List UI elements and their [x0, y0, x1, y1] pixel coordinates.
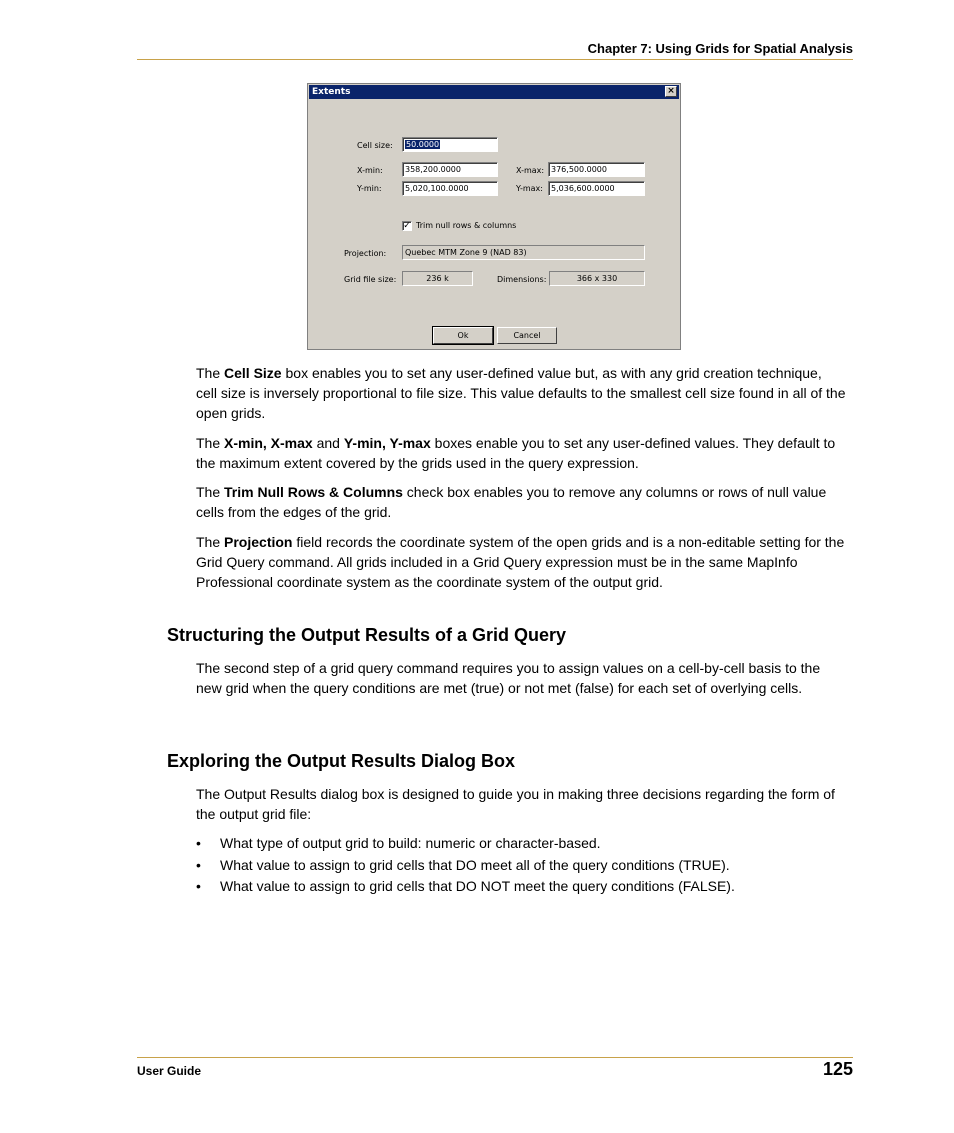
xmax-label: X-max:: [516, 166, 545, 175]
text-run: The: [196, 365, 225, 381]
cell-size-label: Cell size:: [357, 141, 393, 150]
paragraph-exploring: The Output Results dialog box is designed to guide you in making three decisions regarding the form of the output grid file:: [196, 786, 835, 822]
page-number: 125: [822, 1059, 853, 1079]
cell-size-value: 50.0000: [406, 140, 440, 149]
paragraph-structuring: The second step of a grid query command requires you to assign values on a cell-by-cell basis to the new grid when the query conditions are met (true) or not met (false) for each set of overlying cells.: [196, 660, 821, 696]
paragraph-projection: [196, 532, 846, 592]
paragraph-cell-size: [196, 363, 846, 423]
projection-label: Projection:: [344, 249, 387, 258]
list-item-text: What value to assign to grid cells that DO NOT meet the query conditions (FALSE).: [220, 878, 735, 894]
text-run: box enables you to set any user-defined value but, as with any grid creation technique, cell size is inversely proportional to file size. This value defaults to the smallest cell size found in all of the open grids.: [196, 365, 846, 421]
text-run: The: [196, 435, 225, 451]
cancel-button[interactable]: Cancel: [497, 327, 557, 344]
trim-null-label: Trim null rows & columns: [416, 221, 517, 230]
projection-field: Quebec MTM Zone 9 (NAD 83): [402, 245, 645, 260]
close-icon[interactable]: ×: [665, 86, 677, 97]
cell-size-input[interactable]: [402, 137, 498, 152]
bullet-icon: •: [196, 878, 201, 894]
term-y-extents: Y-min, Y-max: [343, 435, 431, 451]
dialog-title: Extents: [312, 87, 351, 97]
grid-file-size-field: 236 k: [402, 271, 473, 286]
dimensions-label: Dimensions:: [497, 275, 547, 284]
footer-label: User Guide: [137, 1064, 202, 1078]
ymax-label: Y-max:: [516, 184, 543, 193]
extents-dialog: [307, 83, 681, 350]
list-item-text: What type of output grid to build: numeric or character-based.: [220, 835, 601, 851]
trim-null-checkbox[interactable]: ✓: [403, 221, 411, 231]
term-projection: Projection: [224, 534, 293, 550]
section-heading-exploring: Exploring the Output Results Dialog Box: [167, 751, 516, 771]
chapter-title: Chapter 7: Using Grids for Spatial Analysis: [587, 41, 853, 56]
section-heading-structuring: Structuring the Output Results of a Grid Query: [167, 625, 567, 645]
ymin-input[interactable]: 5,020,100.0000: [402, 181, 498, 196]
dimensions-field: 366 x 330: [549, 271, 645, 286]
term-trim-null: Trim Null Rows & Columns: [224, 484, 403, 500]
dialog-titlebar: [309, 85, 679, 99]
ymin-label: Y-min:: [357, 184, 382, 193]
term-x-extents: X-min, X-max: [224, 435, 313, 451]
text-run: The: [196, 484, 225, 500]
text-run: boxes enable you to set any user-defined values. They default to the maximum extent covered by the grids used in the query expression.: [196, 435, 836, 471]
ymax-input[interactable]: 5,036,600.0000: [548, 181, 645, 196]
grid-file-size-label: Grid file size:: [344, 275, 397, 284]
text-run: field records the coordinate system of the open grids and is a non-editable setting for the Grid Query command. All grids included in a Grid Query expression must be in the same MapInfo Professional coordinate system as the coordinate system of the output grid.: [196, 534, 845, 590]
footer-rule: [137, 1057, 853, 1058]
bullet-icon: •: [196, 835, 201, 851]
bullet-icon: •: [196, 857, 201, 873]
xmin-input[interactable]: 358,200.0000: [402, 162, 498, 177]
term-cell-size: Cell Size: [224, 365, 282, 381]
paragraph-trim-null: [196, 482, 846, 522]
ok-button[interactable]: Ok: [433, 327, 493, 344]
text-run: The: [196, 534, 225, 550]
list-item-text: What value to assign to grid cells that DO meet all of the query conditions (TRUE).: [220, 857, 730, 873]
text-run: check box enables you to remove any columns or rows of null value cells from the edges of the grid.: [196, 484, 827, 520]
xmax-input[interactable]: 376,500.0000: [548, 162, 645, 177]
paragraph-xy-extents: [196, 433, 846, 473]
xmin-label: X-min:: [357, 166, 383, 175]
text-run: and: [312, 435, 344, 451]
header-rule: [137, 59, 853, 60]
